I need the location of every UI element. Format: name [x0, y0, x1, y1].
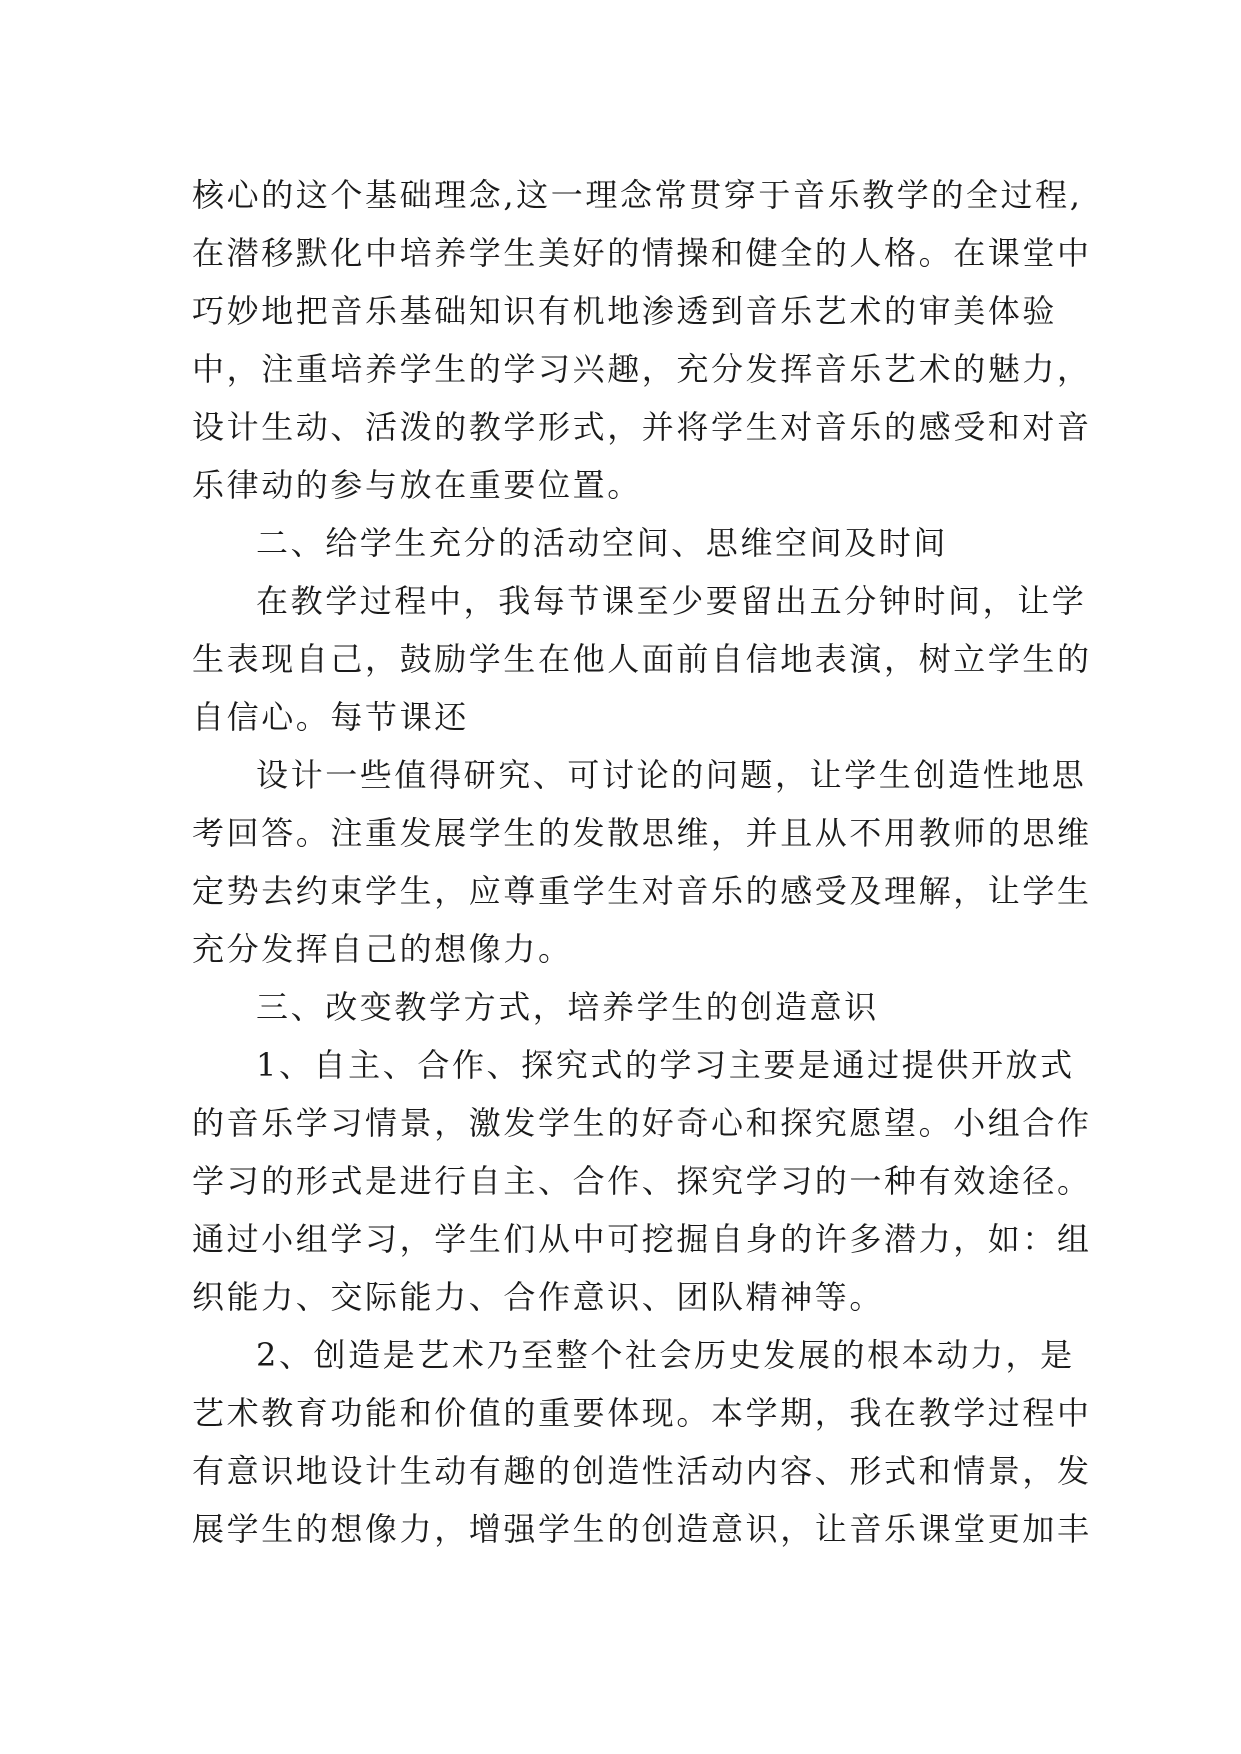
text-line: 自信心。每节课还: [192, 698, 469, 736]
text-line: 中，注重培养学生的学习兴趣，充分发挥音乐艺术的魅力，: [192, 350, 1092, 388]
text-line: 二、给学生充分的活动空间、思维空间及时间: [256, 524, 949, 562]
document-body: [192, 166, 1092, 1558]
text-line: 的音乐学习情景，激发学生的好奇心和探究愿望。小组合作: [192, 1104, 1092, 1142]
text-line: 2、创造是艺术乃至整个社会历史发展的根本动力，是: [256, 1336, 1075, 1374]
text-line: 设计生动、活泼的教学形式，并将学生对音乐的感受和对音: [192, 408, 1092, 446]
text-line: 考回答。注重发展学生的发散思维，并且从不用教师的思维: [192, 814, 1092, 852]
text-line: 1、自主、合作、探究式的学习主要是通过提供开放式: [256, 1046, 1075, 1084]
text-line: 生表现自己，鼓励学生在他人面前自信地表演，树立学生的: [192, 640, 1092, 678]
text-line: 在教学过程中，我每节课至少要留出五分钟时间，让学: [256, 582, 1087, 620]
text-line: 在潜移默化中培养学生美好的情操和健全的人格。在课堂中: [192, 234, 1092, 272]
text-line: 核心的这个基础理念,这一理念常贯穿于音乐教学的全过程,: [192, 176, 1083, 214]
text-line: 三、改变教学方式，培养学生的创造意识: [256, 988, 879, 1026]
text-line: 织能力、交际能力、合作意识、团队精神等。: [192, 1278, 885, 1316]
text-line: 充分发挥自己的想像力。: [192, 930, 573, 968]
text-line: 设计一些值得研究、可讨论的问题，让学生创造性地思: [256, 756, 1087, 794]
text-line: 乐律动的参与放在重要位置。: [192, 466, 642, 504]
text-line: 展学生的想像力，增强学生的创造意识，让音乐课堂更加丰: [192, 1510, 1092, 1548]
text-line: 艺术教育功能和价值的重要体现。本学期，我在教学过程中: [192, 1394, 1092, 1432]
text-line: 通过小组学习，学生们从中可挖掘自身的许多潜力，如：组: [192, 1220, 1092, 1258]
text-line: 定势去约束学生，应尊重学生对音乐的感受及理解，让学生: [192, 872, 1092, 910]
text-line: 巧妙地把音乐基础知识有机地渗透到音乐艺术的审美体验: [192, 292, 1058, 330]
text-line: 有意识地设计生动有趣的创造性活动内容、形式和情景，发: [192, 1452, 1092, 1490]
text-line: 学习的形式是进行自主、合作、探究学习的一种有效途径。: [192, 1162, 1092, 1200]
